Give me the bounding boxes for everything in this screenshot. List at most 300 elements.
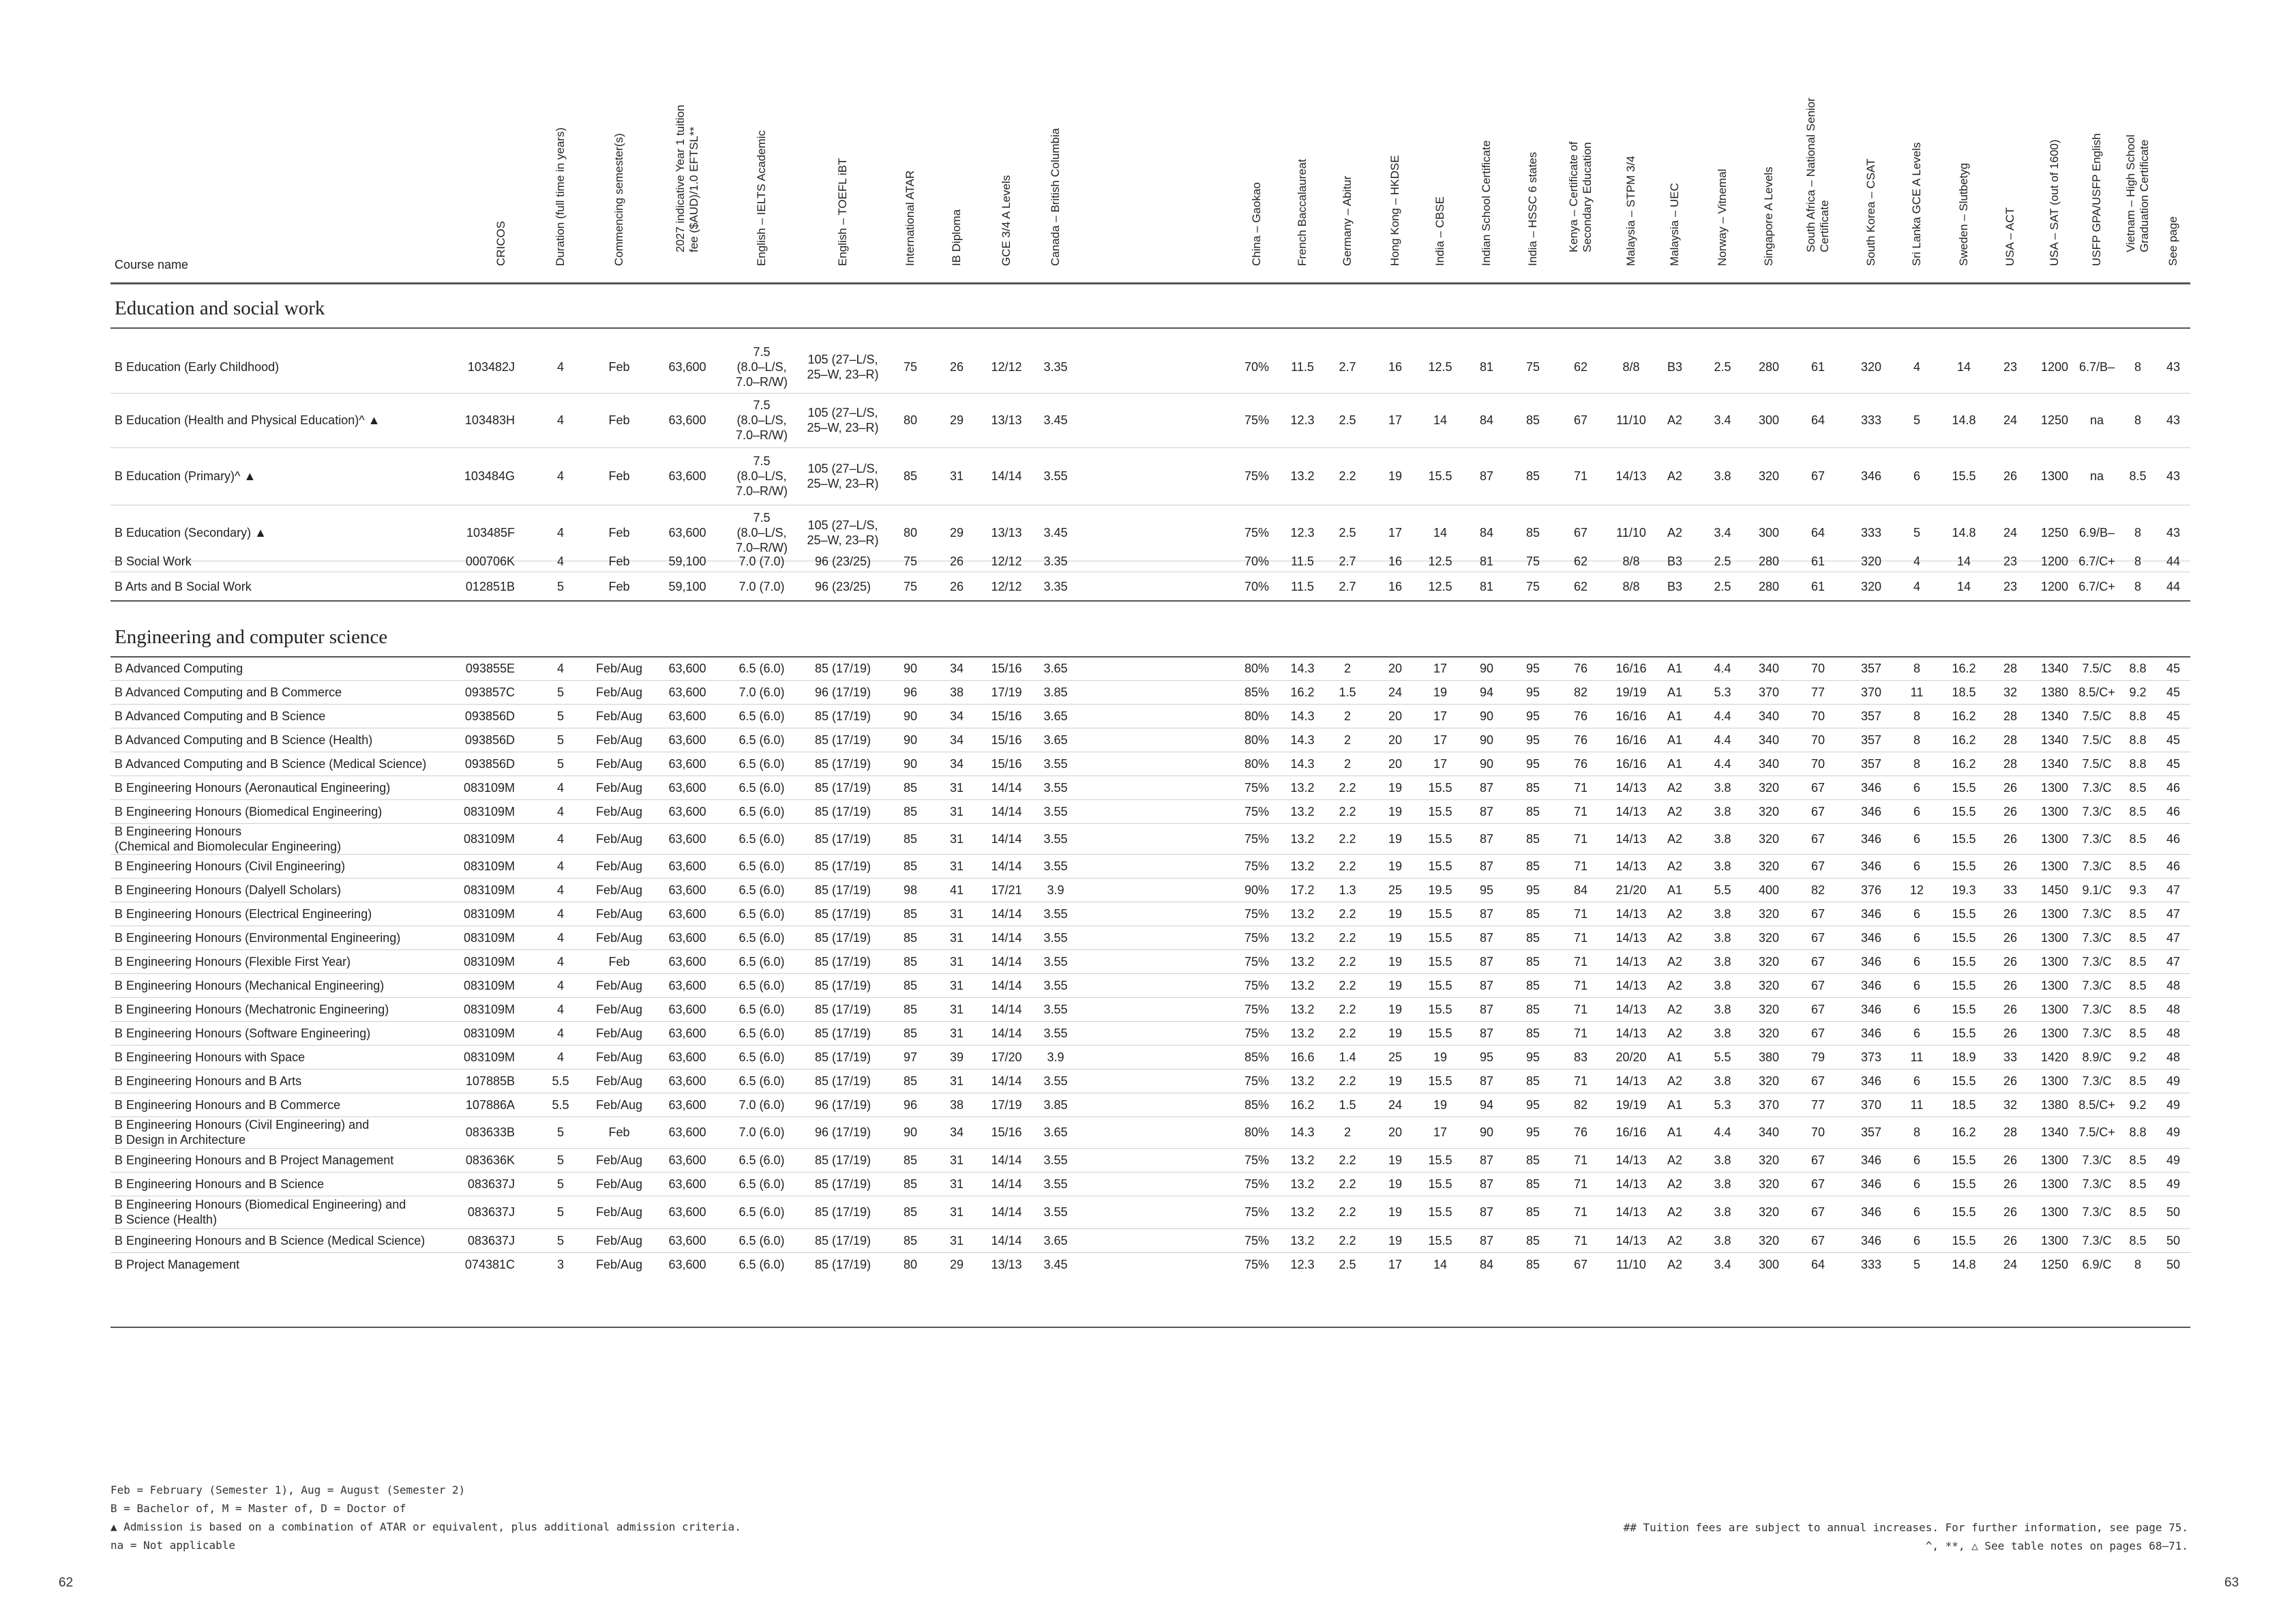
cell-value: 2.7 (1339, 555, 1356, 568)
cell-value: 4 (556, 930, 564, 945)
cell-value: 1250 (2040, 1257, 2069, 1271)
cell-value: 12.3 (1290, 1257, 1315, 1271)
cell-value: 87 (1479, 1205, 1494, 1219)
cell-value: 8.8 (2129, 709, 2147, 723)
column-header-label: Commencing semester(s) (612, 133, 625, 266)
cell-value: 7.3/C (2082, 978, 2112, 992)
cell-value: 320 (1758, 831, 1780, 846)
column-header (755, 89, 769, 280)
cell-value: 63,600 (668, 756, 706, 771)
cell-value: 71 (1573, 780, 1588, 795)
cell-value: 85 (1525, 469, 1540, 483)
cell-value: 14.3 (1290, 756, 1315, 771)
cell-value: 1340 (2040, 662, 2069, 675)
cell-value: 8.5 (2129, 1233, 2147, 1247)
cell-value: 083109M (463, 906, 515, 921)
cell-value: 6.5 (6.0) (739, 883, 785, 897)
footnote: ## Tuition fees are subject to annual increases. For further information, see page 75. (1623, 1521, 2188, 1534)
cell-value: 3.8 (1714, 978, 1731, 992)
cell-value: 3.35 (1043, 580, 1068, 593)
cell-value: 85 (17/19) (814, 883, 871, 897)
cell-value: 3.55 (1043, 1177, 1068, 1191)
cell-value: 15.5 (1952, 831, 1976, 846)
cell-value: 14/14 (991, 859, 1022, 873)
cell-value: 71 (1573, 804, 1588, 818)
cell-value: 85 (903, 831, 918, 846)
cell-value: 1450 (2040, 883, 2069, 897)
cell-value: 64 (1810, 413, 1825, 427)
cell-value: 320 (1758, 469, 1780, 483)
row-divider (110, 1045, 2190, 1046)
cell-value: 87 (1479, 1002, 1494, 1016)
column-header-label: USA – SAT (out of 1600) (2048, 139, 2061, 266)
section-top-rule (110, 656, 2190, 658)
cell-value: 14 (1433, 526, 1448, 540)
cell-value: 19/19 (1615, 685, 1647, 699)
cell-value: 14 (1433, 1257, 1448, 1271)
cell-value: 79 (1810, 1050, 1825, 1064)
cell-value: 1420 (2040, 1050, 2069, 1064)
cell-value: 71 (1573, 1074, 1588, 1088)
cell-value: 357 (1860, 709, 1882, 723)
cell-value: 1340 (2040, 756, 2069, 771)
cell-value: 67 (1810, 930, 1825, 945)
cell-value: 4 (556, 883, 564, 897)
cell-value: 15.5 (1952, 469, 1976, 483)
cell-value: 346 (1860, 954, 1882, 969)
cell-value: 7.3/C (2082, 906, 2112, 921)
cell-value: 63,600 (668, 978, 706, 992)
cell-value: 90 (1479, 733, 1494, 747)
cell-value: 6 (1913, 1026, 1920, 1040)
cell-value: 3.55 (1043, 1074, 1068, 1088)
cell-value: 3.45 (1043, 1257, 1068, 1271)
cell-value: 41 (949, 883, 964, 897)
cell-value: 24 (2003, 526, 2018, 540)
column-header (1668, 89, 1682, 280)
cell-value: 4 (1913, 555, 1920, 568)
column-header (2003, 89, 2017, 280)
cell-value: 8.5 (2129, 804, 2147, 818)
cell-value: 074381C (464, 1257, 515, 1271)
cell-value: 19 (1388, 906, 1403, 921)
cell-value: 70 (1810, 733, 1825, 747)
cell-value: 95 (1525, 756, 1540, 771)
cell-value: 34 (949, 1125, 964, 1139)
cell-value: 4 (556, 413, 564, 427)
cell-value: 333 (1860, 1257, 1882, 1271)
cell-value: 346 (1860, 1233, 1882, 1247)
cell-value: 85 (17/19) (814, 1205, 871, 1219)
cell-value: 67 (1810, 978, 1825, 992)
cell-value: A1 (1667, 1050, 1683, 1064)
cell-value: 346 (1860, 1177, 1882, 1191)
cell-value: 84 (1479, 526, 1494, 540)
cell-value: 15.5 (1428, 1233, 1452, 1247)
cell-value: A1 (1667, 733, 1683, 747)
cell-value: 8.5 (2129, 1002, 2147, 1016)
cell-value: na (2089, 413, 2104, 427)
cell-value: 80% (1244, 662, 1270, 675)
cell-value: 43 (2166, 469, 2181, 483)
cell-value: 1380 (2040, 1097, 2069, 1112)
cell-value: 28 (2003, 709, 2018, 723)
cell-value: 75% (1244, 804, 1270, 818)
cell-value: 85 (903, 1205, 918, 1219)
cell-value: 4 (556, 555, 564, 568)
cell-value: 85 (903, 978, 918, 992)
cell-value: 6 (1913, 1233, 1920, 1247)
cell-value: 19 (1388, 1205, 1403, 1219)
cell-value: 3.4 (1714, 526, 1731, 540)
cell-value: 093856D (464, 733, 515, 747)
cell-value: 083109M (463, 978, 515, 992)
cell-value: 32 (2003, 1097, 2018, 1112)
cell-value: 45 (2166, 685, 2181, 699)
cell-value: 376 (1860, 883, 1882, 897)
cell-value: 31 (949, 1026, 964, 1040)
cell-value: 7.0 (7.0) (739, 580, 785, 593)
cell-value: 6.7/C+ (2078, 555, 2115, 568)
column-header (1296, 89, 1309, 280)
cell-value: 67 (1810, 469, 1825, 483)
cell-value: 19.3 (1952, 883, 1976, 897)
cell-value: 67 (1810, 1153, 1825, 1167)
course-name: B Engineering Honours (Civil Engineering) (115, 859, 346, 873)
cell-value: 85 (17/19) (814, 804, 871, 818)
cell-value: 63,600 (668, 1026, 706, 1040)
cell-value: 320 (1860, 555, 1882, 568)
cell-value: 1200 (2040, 360, 2069, 374)
cell-value: 107885B (465, 1074, 515, 1088)
cell-value: 8.8 (2129, 662, 2147, 675)
cell-value: 85% (1244, 1050, 1270, 1064)
cell-value: 6 (1913, 1177, 1920, 1191)
row-divider (110, 854, 2190, 855)
cell-value: 333 (1860, 413, 1882, 427)
cell-value: 6.5 (6.0) (739, 756, 785, 771)
cell-value: 19 (1388, 1233, 1403, 1247)
cell-value: 17 (1433, 1125, 1448, 1139)
cell-value: 3.8 (1714, 469, 1731, 483)
course-name: B Engineering Honours (Chemical and Biomolecular Engineering) (115, 824, 342, 853)
cell-value: Feb (608, 469, 630, 483)
cell-value: 4.4 (1714, 709, 1731, 723)
column-header (1864, 89, 1878, 280)
cell-value: 90 (903, 662, 918, 675)
page-number-left: 62 (59, 1576, 74, 1590)
header-rule (110, 282, 2190, 284)
cell-value: 61 (1810, 555, 1825, 568)
cell-value: 9.3 (2129, 883, 2147, 897)
cell-value: 400 (1758, 883, 1780, 897)
cell-value: B3 (1667, 360, 1683, 374)
cell-value: 16/16 (1615, 709, 1647, 723)
cell-value: 3.55 (1043, 906, 1068, 921)
cell-value: A2 (1667, 804, 1683, 818)
cell-value: 67 (1810, 1233, 1825, 1247)
cell-value: 6.5 (6.0) (739, 1257, 785, 1271)
cell-value: 63,600 (668, 662, 706, 675)
cell-value: 11 (1910, 685, 1924, 699)
cell-value: 083633B (465, 1125, 515, 1139)
cell-value: 6.5 (6.0) (739, 906, 785, 921)
cell-value: 11.5 (1291, 580, 1314, 593)
cell-value: 63,600 (668, 883, 706, 897)
cell-value: 105 (27–L/S, 25–W, 23–R) (807, 462, 879, 490)
cell-value: 96 (23/25) (814, 580, 871, 593)
cell-value: 12.3 (1290, 526, 1315, 540)
cell-value: A1 (1667, 685, 1683, 699)
cell-value: 2.5 (1339, 526, 1356, 540)
cell-value: 8 (2134, 413, 2141, 427)
cell-value: 3.8 (1714, 804, 1731, 818)
column-header-label: South Korea – CSAT (1864, 158, 1877, 266)
cell-value: 7.0 (6.0) (739, 685, 785, 699)
cell-value: 85 (17/19) (814, 756, 871, 771)
cell-value: 7.5 (8.0–L/S, 7.0–R/W) (735, 398, 788, 442)
course-name: B Engineering Honours and B Commerce (115, 1097, 341, 1112)
cell-value: 8.5 (2129, 1026, 2147, 1040)
cell-value: 15/16 (991, 1125, 1022, 1139)
cell-value: 340 (1758, 756, 1780, 771)
cell-value: 85 (1525, 978, 1540, 992)
cell-value: 1250 (2040, 526, 2069, 540)
cell-value: 320 (1758, 804, 1780, 818)
cell-value: 75% (1244, 526, 1270, 540)
cell-value: 48 (2166, 1002, 2181, 1016)
cell-value: 26 (2003, 859, 2018, 873)
cell-value: 357 (1860, 662, 1882, 675)
column-header-label: 2027 indicative Year 1 tuition fee ($AUD)/1.0 EFTSL** (674, 104, 700, 252)
course-name: B Engineering Honours (Biomedical Engineering) (115, 804, 383, 818)
column-header-label: Malaysia – UEC (1668, 183, 1681, 266)
cell-value: 15/16 (991, 733, 1022, 747)
cell-value: 6.5 (6.0) (739, 1050, 785, 1064)
cell-value: 3.9 (1047, 883, 1064, 897)
cell-value: 85 (903, 906, 918, 921)
cell-value: 11.5 (1291, 555, 1314, 568)
cell-value: 7.3/C (2082, 780, 2112, 795)
cell-value: 85 (1525, 1074, 1540, 1088)
cell-value: 44 (2166, 555, 2181, 568)
cell-value: 13.2 (1290, 1074, 1315, 1088)
cell-value: 083109M (463, 883, 515, 897)
cell-value: 3.55 (1043, 469, 1068, 483)
cell-value: 94 (1479, 685, 1494, 699)
cell-value: 14/14 (991, 1074, 1022, 1088)
cell-value: 95 (1525, 709, 1540, 723)
cell-value: 7.3/C (2082, 930, 2112, 945)
cell-value: Feb/Aug (595, 1153, 643, 1167)
cell-value: 17 (1433, 756, 1448, 771)
cell-value: 67 (1573, 526, 1588, 540)
cell-value: 63,600 (668, 1125, 706, 1139)
cell-value: Feb/Aug (595, 733, 643, 747)
cell-value: 90 (1479, 662, 1494, 675)
cell-value: 17/20 (991, 1050, 1022, 1064)
cell-value: 3.8 (1714, 1026, 1731, 1040)
cell-value: 95 (1479, 1050, 1494, 1064)
cell-value: 16 (1388, 360, 1403, 374)
cell-value: 75% (1244, 859, 1270, 873)
cell-value: 1300 (2040, 1205, 2069, 1219)
cell-value: 13.2 (1290, 804, 1315, 818)
cell-value: 96 (17/19) (814, 1097, 871, 1112)
course-name: B Engineering Honours and B Science (Medical Science) (115, 1233, 426, 1247)
cell-value: 15.5 (1952, 1074, 1976, 1088)
cell-value: 8 (2134, 1257, 2141, 1271)
cell-value: 85 (903, 954, 918, 969)
cell-value: 44 (2166, 580, 2181, 593)
cell-value: 6.5 (6.0) (739, 1233, 785, 1247)
column-header (1341, 89, 1354, 280)
cell-value: 63,600 (668, 360, 706, 374)
cell-value: 3.45 (1043, 526, 1068, 540)
cell-value: 4 (556, 954, 564, 969)
cell-value: 8/8 (1622, 555, 1640, 568)
column-header (1526, 89, 1540, 280)
cell-value: 95 (1525, 685, 1540, 699)
cell-value: 67 (1810, 859, 1825, 873)
cell-value: 14.8 (1952, 526, 1976, 540)
cell-value: 15.5 (1952, 978, 1976, 992)
cell-value: 75% (1244, 831, 1270, 846)
cell-value: 6.5 (6.0) (739, 1177, 785, 1191)
cell-value: 19 (1388, 780, 1403, 795)
cell-value: 84 (1479, 413, 1494, 427)
cell-value: 8.5 (2129, 469, 2147, 483)
cell-value: 63,600 (668, 1153, 706, 1167)
cell-value: 15/16 (991, 662, 1022, 675)
cell-value: 2.2 (1339, 780, 1356, 795)
cell-value: 8.5 (2129, 859, 2147, 873)
cell-value: 3.65 (1043, 733, 1068, 747)
cell-value: 1300 (2040, 930, 2069, 945)
cell-value: 75% (1244, 1205, 1270, 1219)
cell-value: 8 (2134, 580, 2141, 593)
cell-value: 71 (1573, 1002, 1588, 1016)
cell-value: 67 (1810, 1177, 1825, 1191)
cell-value: 50 (2166, 1233, 2181, 1247)
cell-value: 340 (1758, 662, 1780, 675)
cell-value: 2 (1343, 1125, 1351, 1139)
cell-value: 346 (1860, 1205, 1882, 1219)
cell-value: 6 (1913, 906, 1920, 921)
cell-value: 1300 (2040, 804, 2069, 818)
course-name: B Engineering Honours and B Project Management (115, 1153, 394, 1167)
cell-value: 14/13 (1615, 1153, 1647, 1167)
cell-value: 2.2 (1339, 930, 1356, 945)
cell-value: 90 (1479, 709, 1494, 723)
cell-value: 7.5/C (2082, 709, 2112, 723)
cell-value: 3.45 (1043, 413, 1068, 427)
cell-value: 63,600 (668, 526, 706, 540)
row-divider (110, 823, 2190, 824)
cell-value: 7.0 (7.0) (739, 555, 785, 568)
cell-value: 4 (556, 906, 564, 921)
cell-value: 80% (1244, 709, 1270, 723)
cell-value: 7.3/C (2082, 1205, 2112, 1219)
cell-value: A1 (1667, 662, 1683, 675)
cell-value: A1 (1667, 883, 1683, 897)
cell-value: A2 (1667, 1074, 1683, 1088)
cell-value: 1340 (2040, 733, 2069, 747)
cell-value: 13.2 (1290, 1153, 1315, 1167)
cell-value: 3.65 (1043, 1233, 1068, 1247)
cell-value: 13.2 (1290, 1002, 1315, 1016)
cell-value: 19 (1388, 978, 1403, 992)
cell-value: 357 (1860, 756, 1882, 771)
cell-value: 3.8 (1714, 954, 1731, 969)
cell-value: 85 (1525, 804, 1540, 818)
column-header (836, 89, 850, 280)
cell-value: 95 (1525, 733, 1540, 747)
cell-value: 6.5 (6.0) (739, 930, 785, 945)
cell-value: 26 (949, 580, 964, 593)
cell-value: 1300 (2040, 978, 2069, 992)
column-header (2090, 89, 2104, 280)
cell-value: 63,600 (668, 1257, 706, 1271)
cell-value: 63,600 (668, 780, 706, 795)
cell-value: 87 (1479, 1153, 1494, 1167)
cell-value: 20 (1388, 709, 1403, 723)
cell-value: 11/10 (1616, 413, 1646, 427)
cell-value: 31 (949, 978, 964, 992)
cell-value: 15.5 (1428, 780, 1452, 795)
cell-value: 3.55 (1043, 930, 1068, 945)
cell-value: 14/13 (1615, 1233, 1647, 1247)
cell-value: 38 (949, 685, 964, 699)
section-title: Education and social work (115, 297, 325, 319)
cell-value: 25 (1388, 1050, 1403, 1064)
cell-value: 4.4 (1714, 733, 1731, 747)
cell-value: 17/21 (991, 883, 1022, 897)
column-header (1624, 89, 1638, 280)
course-name: B Engineering Honours (Mechanical Engineering) (115, 978, 385, 992)
cell-value: 14/13 (1615, 804, 1647, 818)
cell-value: 67 (1810, 831, 1825, 846)
column-header-label: USA – ACT (2003, 207, 2016, 266)
cell-value: 85 (1525, 930, 1540, 945)
row-divider (110, 680, 2190, 681)
column-header-label: English – IELTS Academic (755, 130, 768, 266)
cell-value: 5 (556, 1153, 564, 1167)
cell-value: 98 (903, 883, 918, 897)
course-name: B Engineering Honours (Biomedical Engineering) and B Science (Health) (115, 1198, 406, 1226)
cell-value: 2.2 (1339, 954, 1356, 969)
cell-value: 14/13 (1615, 780, 1647, 795)
cell-value: 6.9/B– (2078, 526, 2115, 540)
cell-value: 75 (903, 555, 918, 568)
cell-value: 4 (556, 978, 564, 992)
cell-value: 14/13 (1615, 831, 1647, 846)
cell-value: 6.5 (6.0) (739, 1002, 785, 1016)
cell-value: 357 (1860, 1125, 1882, 1139)
cell-value: 95 (1525, 883, 1540, 897)
cell-value: 3.8 (1714, 1205, 1731, 1219)
cell-value: 6.5 (6.0) (739, 780, 785, 795)
cell-value: 5.3 (1714, 685, 1731, 699)
cell-value: 280 (1758, 555, 1780, 568)
cell-value: 67 (1810, 954, 1825, 969)
cell-value: 12.3 (1290, 413, 1315, 427)
cell-value: 85 (17/19) (814, 1233, 871, 1247)
cell-value: 3 (556, 1257, 564, 1271)
cell-value: Feb/Aug (595, 906, 643, 921)
column-header (612, 89, 626, 280)
cell-value: 346 (1860, 930, 1882, 945)
